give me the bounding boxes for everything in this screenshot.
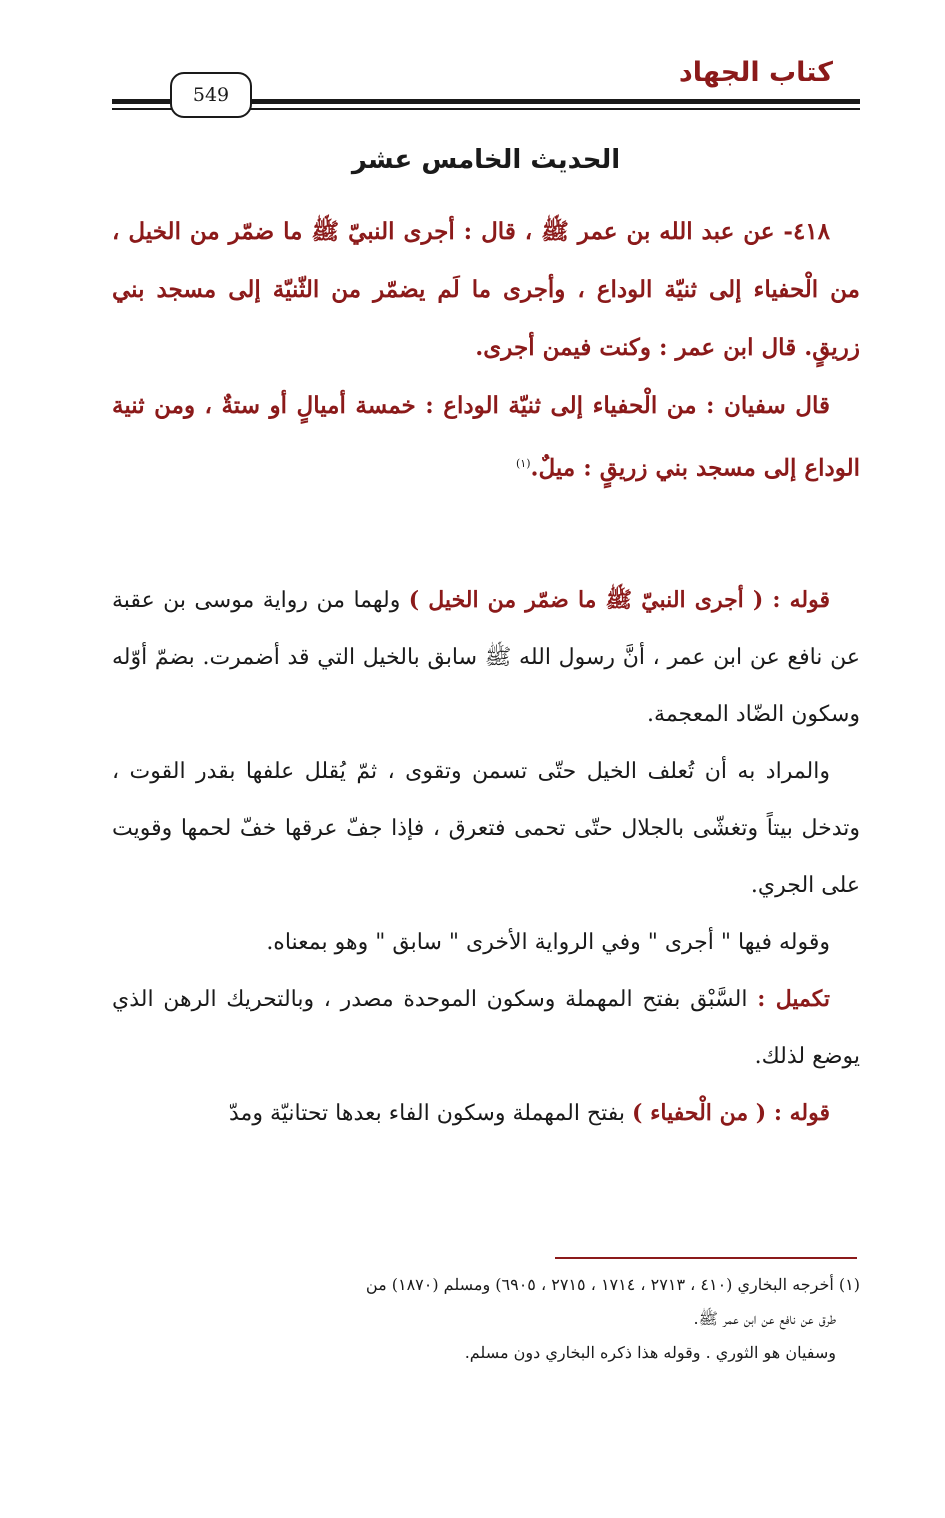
hadith-text [112,203,860,498]
commentary-lead-5: قوله : ( من الْحفياء ) [632,1100,830,1126]
commentary-paragraph-3: وقوله فيها " أجرى " وفي الرواية الأخرى " سابق " وهو بمعناه. [266,930,830,955]
footnote-line-2: طرق عن نافع عن ابن عمر ﷺ. [693,1309,836,1328]
footnote-line-1: (١) أخرجه البخاري (٤١٠ ، ٢٧١٣ ، ١٧١٤ ، ٢٧١٥ ، ٦٩٠٥) ومسلم (١٨٧٠) من [365,1275,860,1294]
section-heading: الحديث الخامس عشر [351,145,621,175]
hadith-paragraph-2 [112,377,860,498]
hadith-paragraph-2-text: قال سفيان : من الْحفياء إلى ثنيّة الوداع : خمسة أميالٍ أو ستةٌ ، ومن ثنية الوداع إلى مسجد بني زريقٍ : ميلٌ. [112,392,860,482]
hadith-paragraph-1: ٤١٨- عن عبد الله بن عمر ﷺ ، قال : أجرى النبيّ ﷺ ما ضمّر من الخيل ، من الْحفياء إلى ثنيّة الوداع ، وأجرى ما لَم يضمّر من الثّنيّة إلى مسجد بني زريقٍ. قال ابن عمر : وكنت فيمن أجرى. [112,218,860,361]
commentary-text-4: السَّبْق بفتح المهملة وسكون الموحدة مصدر ، وبالتحريك الرهن الذي يوضع لذلك. [112,987,860,1069]
commentary-text-5: بفتح المهملة وسكون الفاء بعدها تحتانيّة ومدّ [229,1101,633,1126]
commentary-paragraph-4 [112,971,860,1085]
footnote-line-3: وسفيان هو الثوري . وقوله هذا ذكره البخاري دون مسلم. [464,1343,836,1362]
footnotes [112,1268,860,1370]
footnote-reference: (١) [515,457,531,470]
commentary-paragraph-1 [112,572,860,743]
footnote-separator [555,1257,857,1259]
commentary-paragraph-5 [112,1085,860,1142]
commentary [112,572,860,1142]
commentary-paragraph-2: والمراد به أن تُعلف الخيل حتّى تسمن وتقوى ، ثمّ يُقلل علفها بقدر القوت ، وتدخل بيتاً وتغشّى بالجلال حتّى تحمى فتعرق ، فإذا جفّ عرقها خفّ لحمها وقويت على الجري. [112,759,860,898]
commentary-text-1: ولهما من رواية موسى بن عقبة عن نافع عن ابن عمر ، أنَّ رسول الله ﷺ سابق بالخيل التي قد أضمرت. بضمّ أوّله وسكون الضّاد المعجمة. [112,588,860,727]
commentary-lead-1: قوله : ( أجرى النبيّ ﷺ ما ضمّر من الخيل ) [408,587,830,613]
commentary-lead-4: تكميل : [757,986,830,1012]
book-title: كتاب الجهاد [678,57,833,88]
page-number: 549 [170,72,252,118]
